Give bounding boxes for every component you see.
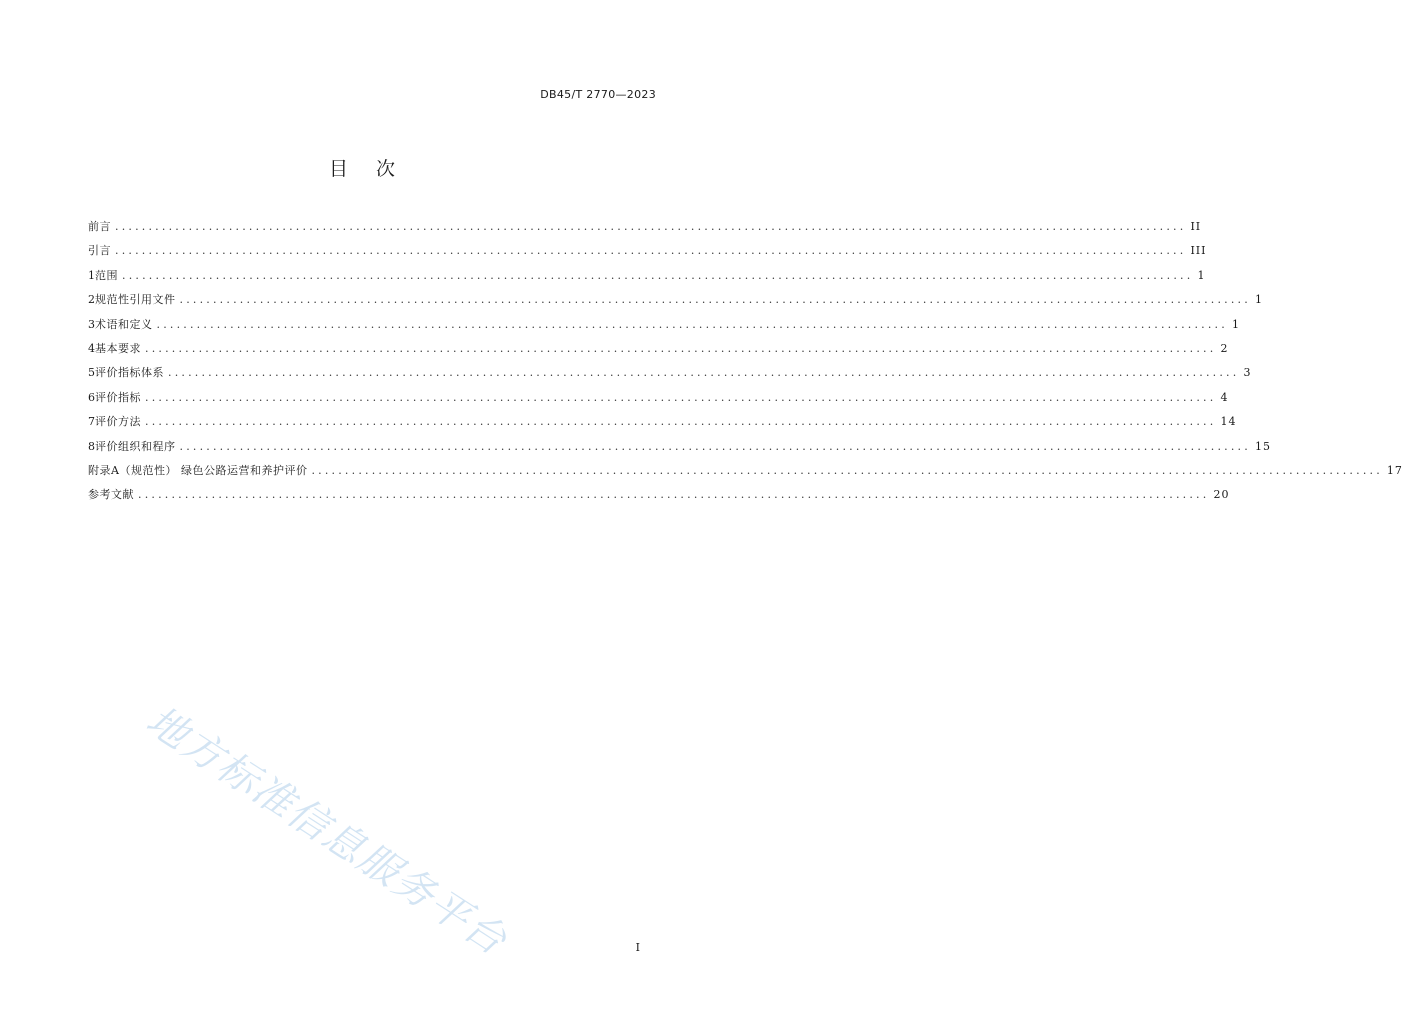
toc-item-label: 评价指标体系 xyxy=(95,366,164,380)
toc-item-number: 1 xyxy=(88,268,95,282)
toc-leader-dots: ................................................................................................................................................................ xyxy=(115,244,1187,258)
toc-item-page: 14 xyxy=(1220,415,1237,429)
watermark: 地方标准信息服务平台 xyxy=(138,697,516,965)
toc-item-introduction[interactable] xyxy=(88,243,1207,267)
toc-item-page: 3 xyxy=(1243,366,1252,380)
toc-item-page: II xyxy=(1190,220,1202,233)
toc-item-page: 2 xyxy=(1220,341,1229,355)
toc-item-label: 评价方法 xyxy=(95,415,141,429)
toc-item-label: 附录A（规范性） 绿色公路运营和养护评价 xyxy=(88,463,308,477)
toc-item-label: 规范性引用文件 xyxy=(95,293,176,307)
toc-item-page: 15 xyxy=(1254,439,1271,453)
toc-item-page: 1 xyxy=(1231,317,1240,331)
toc-leader-dots: ................................................................................................................................................................ xyxy=(145,415,1217,429)
toc-leader-dots: ................................................................................................................................................................ xyxy=(311,463,1383,477)
toc-item-terms-definitions[interactable] xyxy=(88,317,1240,341)
toc-item-page: 20 xyxy=(1213,488,1230,502)
toc-item-page: 1 xyxy=(1254,293,1263,307)
toc-item-number: 3 xyxy=(88,317,95,331)
toc-item-page: 1 xyxy=(1197,268,1206,282)
toc-item-appendix-a[interactable] xyxy=(88,463,1403,487)
toc-item-label: 引言 xyxy=(88,244,111,258)
standard-code: DB45/T 2770—2023 xyxy=(540,88,656,101)
toc-item-label: 参考文献 xyxy=(88,488,134,502)
toc-item-preface[interactable] xyxy=(88,219,1202,243)
toc-item-basic-requirements[interactable] xyxy=(88,341,1229,365)
toc-item-bibliography[interactable] xyxy=(88,487,1230,511)
toc-leader-dots: ................................................................................................................................................................ xyxy=(179,293,1251,307)
toc-item-label: 评价指标 xyxy=(95,390,141,404)
toc-item-label: 范围 xyxy=(95,268,118,282)
toc-leader-dots: ................................................................................................................................................................ xyxy=(156,317,1228,331)
toc-item-normative-references[interactable] xyxy=(88,292,1263,316)
toc-leader-dots: ................................................................................................................................................................ xyxy=(138,488,1210,502)
toc-item-number: 6 xyxy=(88,390,95,404)
toc-item-evaluation-organization[interactable] xyxy=(88,439,1271,463)
toc-leader-dots: ................................................................................................................................................................ xyxy=(145,390,1217,404)
toc-item-label: 前言 xyxy=(88,220,111,233)
toc-item-label: 评价组织和程序 xyxy=(95,439,176,453)
page-title: 目次 xyxy=(328,158,423,180)
toc-item-page: 17 xyxy=(1386,463,1403,477)
toc-item-scope[interactable] xyxy=(88,268,1206,292)
toc-item-page: 4 xyxy=(1220,390,1229,404)
table-of-contents xyxy=(88,219,1403,512)
toc-item-number: 8 xyxy=(88,439,95,453)
toc-item-evaluation-methods[interactable] xyxy=(88,414,1237,438)
toc-leader-dots: ................................................................................................................................................................ xyxy=(145,341,1217,355)
toc-leader-dots: ................................................................................................................................................................ xyxy=(115,220,1187,233)
toc-item-evaluation-indicators[interactable] xyxy=(88,390,1229,414)
toc-leader-dots: ................................................................................................................................................................ xyxy=(179,439,1251,453)
toc-leader-dots: ................................................................................................................................................................ xyxy=(168,366,1240,380)
toc-item-label: 术语和定义 xyxy=(95,317,153,331)
toc-item-label: 基本要求 xyxy=(95,341,141,355)
toc-item-number: 2 xyxy=(88,293,95,307)
toc-item-number: 4 xyxy=(88,341,95,355)
toc-item-number: 5 xyxy=(88,366,95,380)
toc-item-evaluation-index-system[interactable] xyxy=(88,365,1252,389)
toc-item-number: 7 xyxy=(88,415,95,429)
toc-item-page: III xyxy=(1190,244,1207,258)
page-number: I xyxy=(635,941,640,954)
toc-leader-dots: ................................................................................................................................................................ xyxy=(122,268,1194,282)
